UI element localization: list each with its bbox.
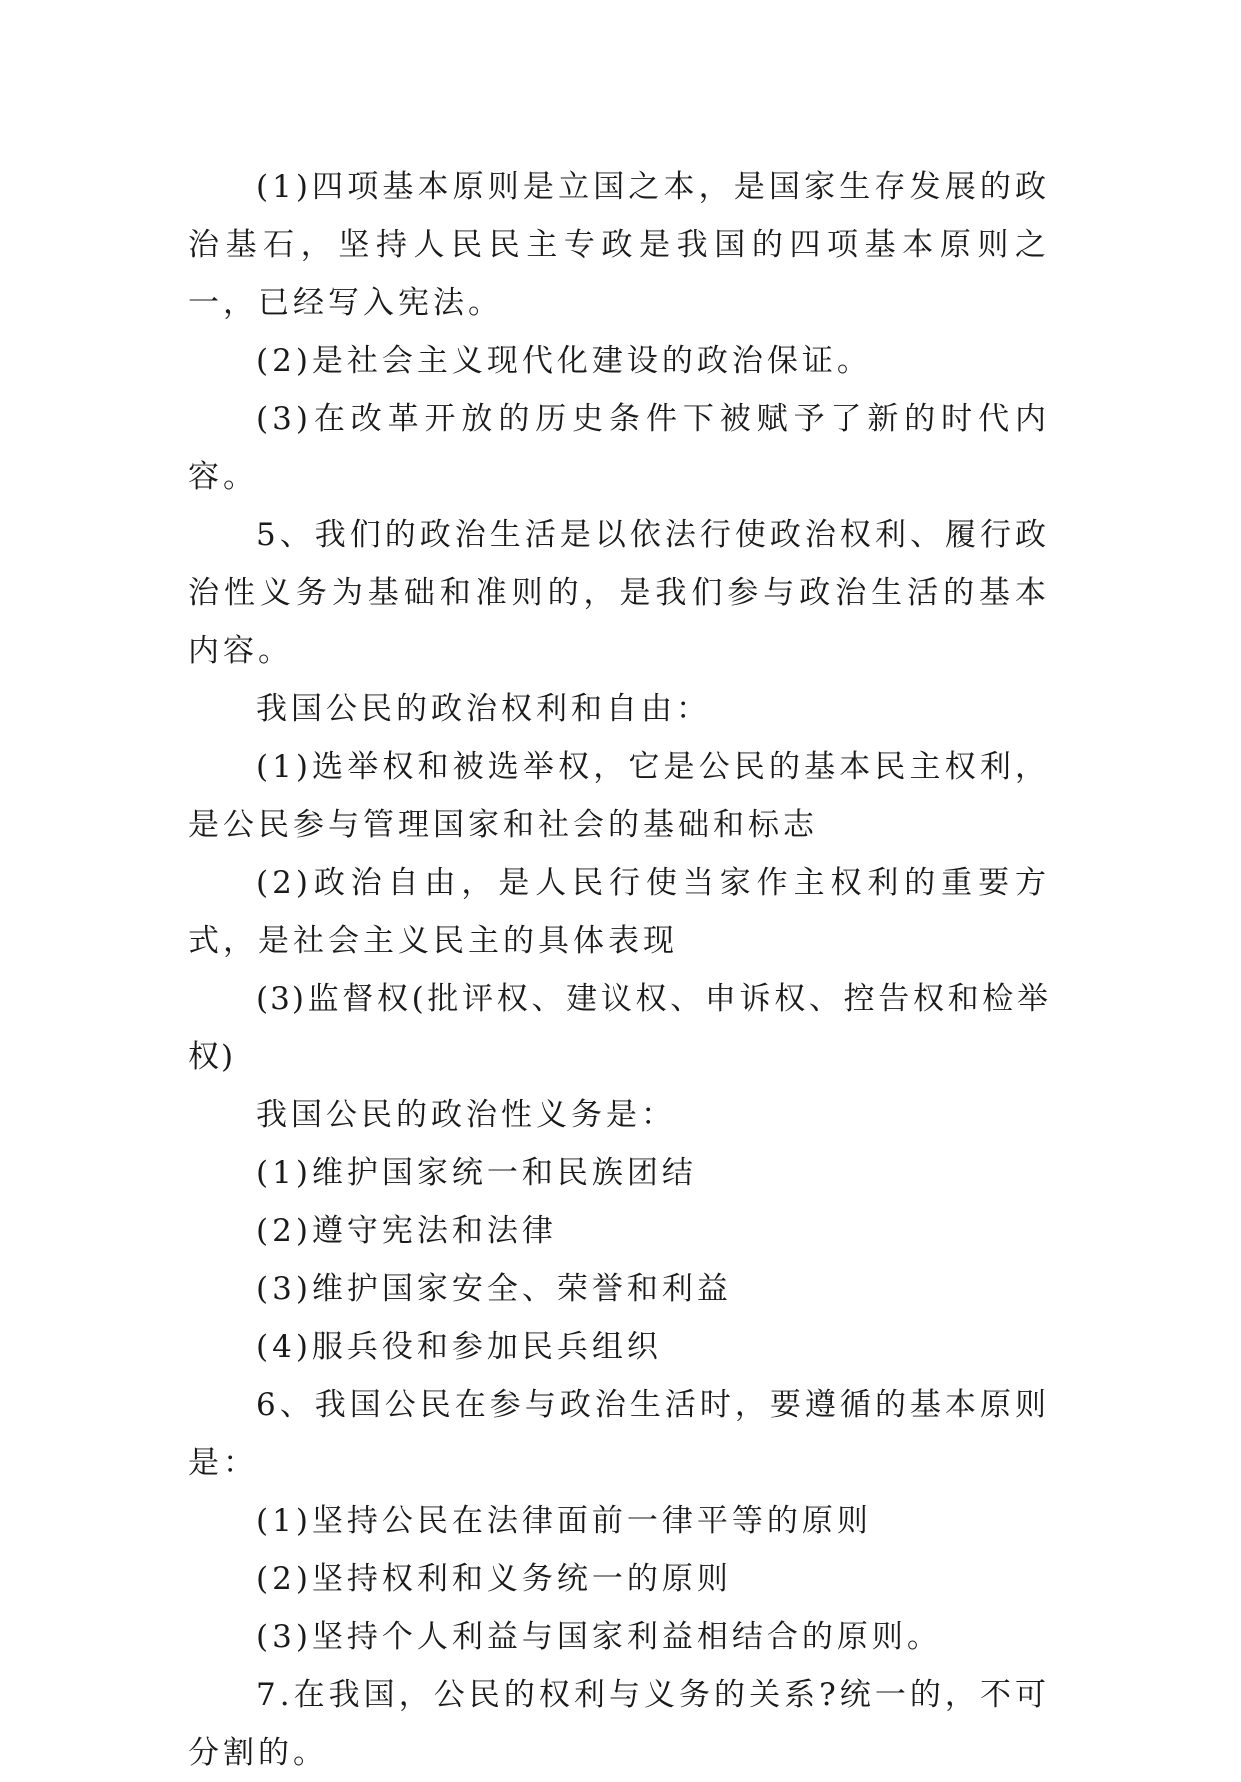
- paragraph-right-3: (3)监督权(批评权、建议权、申诉权、控告权和检举权): [188, 981, 1050, 1075]
- paragraph-principle-2: (2)是社会主义现代化建设的政治保证。: [256, 343, 872, 379]
- paragraph-duty-4: (4)服兵役和参加民兵组织: [256, 1329, 662, 1365]
- paragraph-duties-heading: 我国公民的政治性义务是：: [256, 1097, 676, 1133]
- paragraph-basic-principle-3: (3)坚持个人利益与国家利益相结合的原则。: [256, 1619, 942, 1655]
- paragraph-basic-principle-2: (2)坚持权利和义务统一的原则: [256, 1561, 732, 1597]
- paragraph-right-1: (1)选举权和被选举权，它是公民的基本民主权利，是公民参与管理国家和社会的基础和标志: [188, 749, 1050, 843]
- paragraph-item-5: 5、我们的政治生活是以依法行使政治权利、履行政治性义务为基础和准则的，是我们参与政治生活的基本内容。: [188, 517, 1050, 669]
- paragraph-principle-1: (1)四项基本原则是立国之本，是国家生存发展的政治基石，坚持人民民主专政是我国的四项基本原则之一，已经写入宪法。: [188, 169, 1050, 321]
- paragraph-rights-heading: 我国公民的政治权利和自由：: [256, 691, 711, 727]
- paragraph-item-6: 6、我国公民在参与政治生活时，要遵循的基本原则是：: [188, 1387, 1050, 1481]
- document-body: [188, 158, 1050, 1782]
- paragraph-item-7: 7.在我国，公民的权利与义务的关系?统一的，不可分割的。: [188, 1677, 1050, 1771]
- paragraph-duty-3: (3)维护国家安全、荣誉和利益: [256, 1271, 732, 1307]
- paragraph-duty-1: (1)维护国家统一和民族团结: [256, 1155, 697, 1191]
- paragraph-principle-3: (3)在改革开放的历史条件下被赋予了新的时代内容。: [188, 401, 1050, 495]
- paragraph-basic-principle-1: (1)坚持公民在法律面前一律平等的原则: [256, 1503, 872, 1539]
- paragraph-right-2: (2)政治自由，是人民行使当家作主权利的重要方式，是社会主义民主的具体表现: [188, 865, 1050, 959]
- paragraph-duty-2: (2)遵守宪法和法律: [256, 1213, 557, 1249]
